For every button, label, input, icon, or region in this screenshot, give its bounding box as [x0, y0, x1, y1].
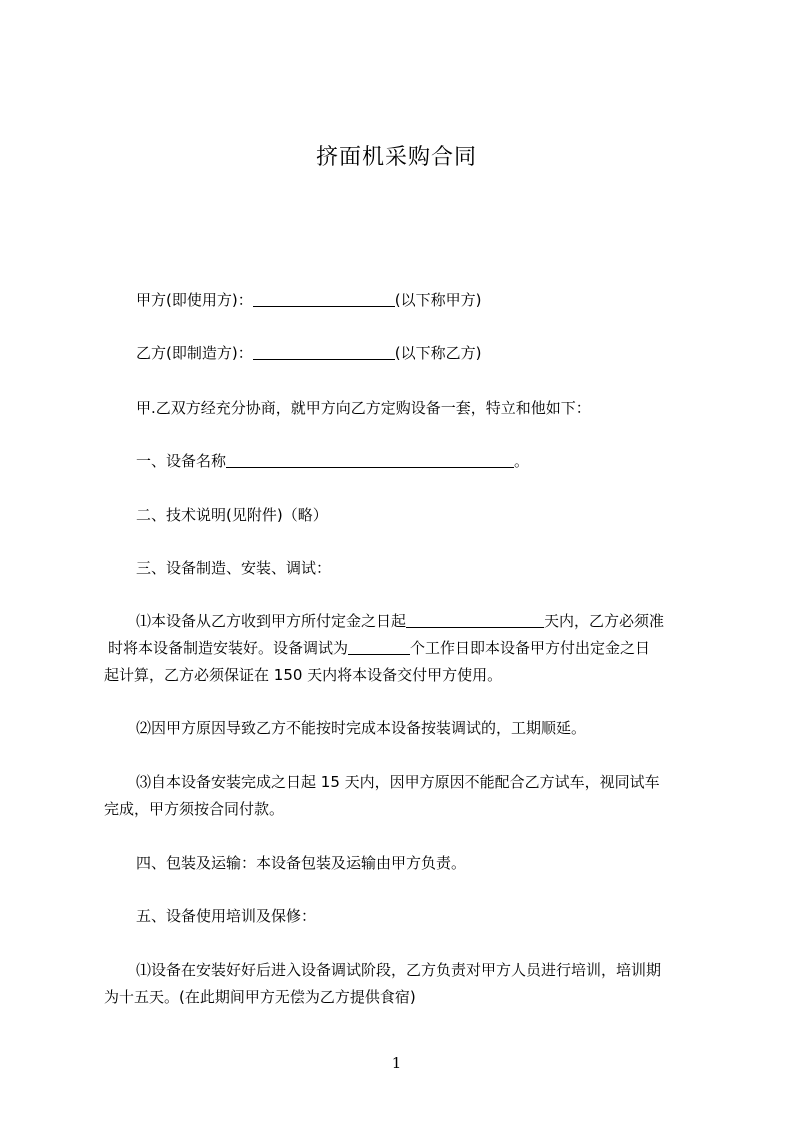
- section-3-1-line-3: 起计算，乙方必须保证在 150 天内将本设备交付甲方使用。: [104, 666, 503, 684]
- section-5-1-line-2: 为十五天。(在此期间甲方无偿为乙方提供食宿): [104, 988, 416, 1006]
- section-3-2: ⑵因甲方原因导致乙方不能按时完成本设备按装调试的，工期顺延。: [136, 719, 587, 737]
- section-3-1-line-2: [108, 634, 720, 662]
- section-3: 三、设备制造、安装、调试：: [136, 559, 332, 577]
- party-a-line: [136, 286, 748, 314]
- party-a-suffix: (以下称甲方): [394, 291, 482, 309]
- section-3-1-text-c: 时将本设备制造安装好。设备调试为: [108, 639, 349, 657]
- section-3-1-text-d: 个工作日即本设备甲方付出定金之日: [410, 639, 651, 657]
- section-3-3-line-1: ⑶自本设备安装完成之日起 15 天内，因甲方原因不能配合乙方试车，视同试车: [136, 773, 660, 791]
- section-2: 二、技术说明(见附件)（略）: [136, 506, 328, 524]
- party-a-label: 甲方(即使用方)：: [136, 291, 253, 309]
- document-title: 挤面机采购合同: [315, 145, 477, 170]
- party-b-label: 乙方(即制造方)：: [136, 344, 253, 362]
- intro-paragraph: 甲.乙双方经充分协商，就甲方向乙方定购设备一套，特立和他如下：: [136, 399, 591, 417]
- party-a-blank: [253, 290, 395, 307]
- section-1-end: 。: [514, 452, 530, 470]
- section-3-1-text-b: 天内，乙方必须准: [544, 612, 665, 630]
- party-b-blank: [253, 343, 395, 360]
- party-b-suffix: (以下称乙方): [394, 344, 482, 362]
- section-5: 五、设备使用培训及保修：: [136, 907, 317, 925]
- section-5-1-line-1: ⑴设备在安装好好后进入设备调试阶段，乙方负责对甲方人员进行培训，培训期: [136, 961, 662, 979]
- party-b-line: [136, 339, 748, 367]
- page-number: 1: [391, 1054, 402, 1072]
- equipment-name-blank: [226, 451, 514, 468]
- section-4: 四、包装及运输：本设备包装及运输由甲方负责。: [136, 854, 467, 872]
- section-3-1-text-a: ⑴本设备从乙方收到甲方所付定金之日起: [136, 612, 407, 630]
- section-3-1-line-1: [136, 607, 748, 635]
- section-3-3-line-2: 完成，甲方须按合同付款。: [104, 800, 285, 818]
- section-1-label: 一、设备名称: [136, 452, 227, 470]
- workdays-blank: [348, 638, 410, 655]
- days-blank: [406, 611, 544, 628]
- section-1: [136, 447, 748, 475]
